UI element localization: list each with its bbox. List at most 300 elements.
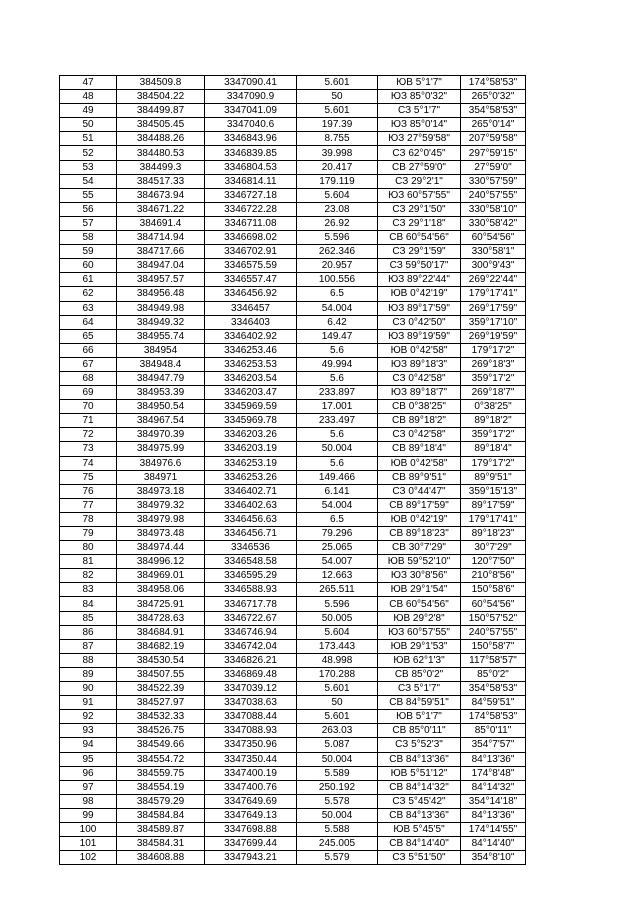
x-coordinate-cell: 384549.66 xyxy=(117,738,205,752)
distance-cell: 48.998 xyxy=(297,653,378,667)
x-coordinate-cell: 384480.53 xyxy=(117,146,205,160)
y-coordinate-cell: 3347400.76 xyxy=(205,780,297,794)
y-coordinate-cell: 3346203.19 xyxy=(205,442,297,456)
distance-cell: 5.6 xyxy=(297,371,378,385)
distance-cell: 5.6 xyxy=(297,456,378,470)
azimuth-cell: 330°58'10" xyxy=(461,202,526,216)
x-coordinate-cell: 384608.88 xyxy=(117,851,205,865)
y-coordinate-cell: 3347090.41 xyxy=(205,76,297,90)
y-coordinate-cell: 3347039.12 xyxy=(205,682,297,696)
azimuth-cell: 359°17'2" xyxy=(461,371,526,385)
distance-cell: 5.601 xyxy=(297,682,378,696)
y-coordinate-cell: 3345969.59 xyxy=(205,400,297,414)
point-number-cell: 51 xyxy=(60,132,117,146)
rhumb-cell: ЮВ 59°52'10" xyxy=(378,555,461,569)
y-coordinate-cell: 3346595.29 xyxy=(205,569,297,583)
y-coordinate-cell: 3347038.63 xyxy=(205,696,297,710)
x-coordinate-cell: 384979.98 xyxy=(117,512,205,526)
y-coordinate-cell: 3346402.63 xyxy=(205,498,297,512)
azimuth-cell: 120°7'50" xyxy=(461,555,526,569)
distance-cell: 49.994 xyxy=(297,357,378,371)
x-coordinate-cell: 384728.63 xyxy=(117,611,205,625)
rhumb-cell: СВ 27°59'0" xyxy=(378,160,461,174)
point-number-cell: 71 xyxy=(60,414,117,428)
x-coordinate-cell: 384725.91 xyxy=(117,597,205,611)
x-coordinate-cell: 384954 xyxy=(117,343,205,357)
table-row xyxy=(60,231,526,245)
point-number-cell: 81 xyxy=(60,555,117,569)
rhumb-cell: ЮВ 0°42'19" xyxy=(378,287,461,301)
table-row xyxy=(60,188,526,202)
y-coordinate-cell: 3347699.44 xyxy=(205,837,297,851)
table-row xyxy=(60,639,526,653)
distance-cell: 100.556 xyxy=(297,273,378,287)
distance-cell: 50.004 xyxy=(297,442,378,456)
x-coordinate-cell: 384973.18 xyxy=(117,484,205,498)
table-row xyxy=(60,724,526,738)
distance-cell: 8.755 xyxy=(297,132,378,146)
distance-cell: 54.004 xyxy=(297,498,378,512)
table-row xyxy=(60,174,526,188)
rhumb-cell: ЮЗ 89°17'59" xyxy=(378,301,461,315)
x-coordinate-cell: 384532.33 xyxy=(117,710,205,724)
distance-cell: 5.604 xyxy=(297,625,378,639)
point-number-cell: 94 xyxy=(60,738,117,752)
rhumb-cell: ЮЗ 89°19'59" xyxy=(378,329,461,343)
x-coordinate-cell: 384717.66 xyxy=(117,245,205,259)
x-coordinate-cell: 384682.19 xyxy=(117,639,205,653)
x-coordinate-cell: 384975.99 xyxy=(117,442,205,456)
rhumb-cell: ЮВ 5°1'7" xyxy=(378,710,461,724)
point-number-cell: 63 xyxy=(60,301,117,315)
azimuth-cell: 265°0'32" xyxy=(461,90,526,104)
point-number-cell: 59 xyxy=(60,245,117,259)
x-coordinate-cell: 384499.3 xyxy=(117,160,205,174)
x-coordinate-cell: 384504.22 xyxy=(117,90,205,104)
rhumb-cell: ЮЗ 89°18'3" xyxy=(378,357,461,371)
point-number-cell: 56 xyxy=(60,202,117,216)
rhumb-cell: ЮЗ 89°22'44" xyxy=(378,273,461,287)
point-number-cell: 55 xyxy=(60,188,117,202)
distance-cell: 50 xyxy=(297,90,378,104)
azimuth-cell: 89°9'51" xyxy=(461,470,526,484)
azimuth-cell: 174°8'48" xyxy=(461,766,526,780)
rhumb-cell: ЮВ 29°2'8" xyxy=(378,611,461,625)
distance-cell: 50 xyxy=(297,696,378,710)
y-coordinate-cell: 3346203.54 xyxy=(205,371,297,385)
y-coordinate-cell: 3346575.59 xyxy=(205,259,297,273)
rhumb-cell: СЗ 59°50'17" xyxy=(378,259,461,273)
distance-cell: 79.296 xyxy=(297,527,378,541)
x-coordinate-cell: 384953.39 xyxy=(117,386,205,400)
y-coordinate-cell: 3346869.48 xyxy=(205,667,297,681)
azimuth-cell: 179°17'41" xyxy=(461,287,526,301)
azimuth-cell: 89°18'4" xyxy=(461,442,526,456)
rhumb-cell: СЗ 5°45'42" xyxy=(378,794,461,808)
azimuth-cell: 84°14'40" xyxy=(461,837,526,851)
x-coordinate-cell: 384671.22 xyxy=(117,202,205,216)
y-coordinate-cell: 3346203.26 xyxy=(205,428,297,442)
point-number-cell: 73 xyxy=(60,442,117,456)
azimuth-cell: 330°58'42" xyxy=(461,216,526,230)
point-number-cell: 54 xyxy=(60,174,117,188)
table-row xyxy=(60,146,526,160)
distance-cell: 173.443 xyxy=(297,639,378,653)
azimuth-cell: 359°15'13" xyxy=(461,484,526,498)
point-number-cell: 102 xyxy=(60,851,117,865)
x-coordinate-cell: 384976.6 xyxy=(117,456,205,470)
x-coordinate-cell: 384499.87 xyxy=(117,104,205,118)
y-coordinate-cell: 3346742.04 xyxy=(205,639,297,653)
rhumb-cell: СЗ 29°1'18" xyxy=(378,216,461,230)
x-coordinate-cell: 384579.29 xyxy=(117,794,205,808)
table-row xyxy=(60,512,526,526)
table-row xyxy=(60,386,526,400)
table-row xyxy=(60,738,526,752)
azimuth-cell: 269°17'59" xyxy=(461,301,526,315)
rhumb-cell: ЮВ 0°42'19" xyxy=(378,512,461,526)
rhumb-cell: СВ 84°13'36" xyxy=(378,752,461,766)
y-coordinate-cell: 3346456.92 xyxy=(205,287,297,301)
y-coordinate-cell: 3346253.26 xyxy=(205,470,297,484)
azimuth-cell: 30°7'29" xyxy=(461,541,526,555)
azimuth-cell: 265°0'14" xyxy=(461,118,526,132)
azimuth-cell: 174°14'55" xyxy=(461,822,526,836)
y-coordinate-cell: 3347649.13 xyxy=(205,808,297,822)
rhumb-cell: СВ 84°59'51" xyxy=(378,696,461,710)
rhumb-cell: СВ 60°54'56" xyxy=(378,597,461,611)
table-row xyxy=(60,808,526,822)
point-number-cell: 49 xyxy=(60,104,117,118)
point-number-cell: 83 xyxy=(60,583,117,597)
y-coordinate-cell: 3346536 xyxy=(205,541,297,555)
rhumb-cell: ЮВ 0°42'58" xyxy=(378,456,461,470)
distance-cell: 12.663 xyxy=(297,569,378,583)
point-number-cell: 97 xyxy=(60,780,117,794)
y-coordinate-cell: 3346402.71 xyxy=(205,484,297,498)
azimuth-cell: 359°17'2" xyxy=(461,428,526,442)
y-coordinate-cell: 3346722.67 xyxy=(205,611,297,625)
point-number-cell: 91 xyxy=(60,696,117,710)
y-coordinate-cell: 3346557.47 xyxy=(205,273,297,287)
distance-cell: 5.596 xyxy=(297,231,378,245)
table-row xyxy=(60,780,526,794)
distance-cell: 5.601 xyxy=(297,710,378,724)
azimuth-cell: 27°59'0" xyxy=(461,160,526,174)
rhumb-cell: ЮЗ 85°0'32" xyxy=(378,90,461,104)
x-coordinate-cell: 384955.74 xyxy=(117,329,205,343)
distance-cell: 26.92 xyxy=(297,216,378,230)
y-coordinate-cell: 3347350.96 xyxy=(205,738,297,752)
table-row xyxy=(60,682,526,696)
distance-cell: 5.601 xyxy=(297,104,378,118)
rhumb-cell: СЗ 5°1'7" xyxy=(378,682,461,696)
distance-cell: 179.119 xyxy=(297,174,378,188)
distance-cell: 149.47 xyxy=(297,329,378,343)
x-coordinate-cell: 384967.54 xyxy=(117,414,205,428)
coordinates-table-body xyxy=(60,76,526,865)
y-coordinate-cell: 3346456.63 xyxy=(205,512,297,526)
y-coordinate-cell: 3346457 xyxy=(205,301,297,315)
table-row xyxy=(60,794,526,808)
azimuth-cell: 359°17'10" xyxy=(461,315,526,329)
rhumb-cell: СВ 0°38'25" xyxy=(378,400,461,414)
table-row xyxy=(60,527,526,541)
point-number-cell: 93 xyxy=(60,724,117,738)
rhumb-cell: ЮЗ 85°0'14" xyxy=(378,118,461,132)
rhumb-cell: ЮВ 29°1'54" xyxy=(378,583,461,597)
y-coordinate-cell: 3347090.9 xyxy=(205,90,297,104)
point-number-cell: 79 xyxy=(60,527,117,541)
table-row xyxy=(60,456,526,470)
table-row xyxy=(60,132,526,146)
point-number-cell: 48 xyxy=(60,90,117,104)
x-coordinate-cell: 384958.06 xyxy=(117,583,205,597)
azimuth-cell: 89°18'23" xyxy=(461,527,526,541)
azimuth-cell: 174°58'53" xyxy=(461,710,526,724)
x-coordinate-cell: 384949.32 xyxy=(117,315,205,329)
x-coordinate-cell: 384517.33 xyxy=(117,174,205,188)
y-coordinate-cell: 3347088.44 xyxy=(205,710,297,724)
rhumb-cell: СЗ 5°51'50" xyxy=(378,851,461,865)
table-row xyxy=(60,611,526,625)
x-coordinate-cell: 384488.26 xyxy=(117,132,205,146)
point-number-cell: 66 xyxy=(60,343,117,357)
azimuth-cell: 297°59'15" xyxy=(461,146,526,160)
azimuth-cell: 60°54'56" xyxy=(461,231,526,245)
rhumb-cell: СВ 89°18'4" xyxy=(378,442,461,456)
table-row xyxy=(60,851,526,865)
point-number-cell: 50 xyxy=(60,118,117,132)
table-row xyxy=(60,583,526,597)
distance-cell: 245.005 xyxy=(297,837,378,851)
point-number-cell: 65 xyxy=(60,329,117,343)
azimuth-cell: 269°22'44" xyxy=(461,273,526,287)
azimuth-cell: 60°54'56" xyxy=(461,597,526,611)
distance-cell: 6.141 xyxy=(297,484,378,498)
point-number-cell: 60 xyxy=(60,259,117,273)
azimuth-cell: 85°0'2" xyxy=(461,667,526,681)
rhumb-cell: СВ 89°17'59" xyxy=(378,498,461,512)
table-row xyxy=(60,301,526,315)
table-row xyxy=(60,90,526,104)
point-number-cell: 68 xyxy=(60,371,117,385)
rhumb-cell: СВ 89°18'2" xyxy=(378,414,461,428)
rhumb-cell: СЗ 29°1'59" xyxy=(378,245,461,259)
azimuth-cell: 354°7'57" xyxy=(461,738,526,752)
rhumb-cell: СЗ 29°1'50" xyxy=(378,202,461,216)
x-coordinate-cell: 384509.8 xyxy=(117,76,205,90)
point-number-cell: 100 xyxy=(60,822,117,836)
distance-cell: 5.601 xyxy=(297,76,378,90)
rhumb-cell: СЗ 29°2'1" xyxy=(378,174,461,188)
rhumb-cell: ЮВ 5°1'7" xyxy=(378,76,461,90)
point-number-cell: 64 xyxy=(60,315,117,329)
point-number-cell: 72 xyxy=(60,428,117,442)
point-number-cell: 99 xyxy=(60,808,117,822)
table-row xyxy=(60,329,526,343)
distance-cell: 197.39 xyxy=(297,118,378,132)
distance-cell: 54.004 xyxy=(297,301,378,315)
x-coordinate-cell: 384530.54 xyxy=(117,653,205,667)
azimuth-cell: 179°17'41" xyxy=(461,512,526,526)
distance-cell: 149.466 xyxy=(297,470,378,484)
table-row xyxy=(60,414,526,428)
rhumb-cell: СВ 84°14'40" xyxy=(378,837,461,851)
table-row xyxy=(60,343,526,357)
y-coordinate-cell: 3346717.78 xyxy=(205,597,297,611)
y-coordinate-cell: 3347088.93 xyxy=(205,724,297,738)
y-coordinate-cell: 3345969.78 xyxy=(205,414,297,428)
rhumb-cell: ЮЗ 60°57'55" xyxy=(378,188,461,202)
azimuth-cell: 150°58'6" xyxy=(461,583,526,597)
point-number-cell: 78 xyxy=(60,512,117,526)
point-number-cell: 74 xyxy=(60,456,117,470)
y-coordinate-cell: 3347649.69 xyxy=(205,794,297,808)
table-row xyxy=(60,357,526,371)
point-number-cell: 96 xyxy=(60,766,117,780)
azimuth-cell: 269°19'59" xyxy=(461,329,526,343)
y-coordinate-cell: 3346746.94 xyxy=(205,625,297,639)
rhumb-cell: СЗ 0°44'47" xyxy=(378,484,461,498)
distance-cell: 20.957 xyxy=(297,259,378,273)
y-coordinate-cell: 3346722.28 xyxy=(205,202,297,216)
rhumb-cell: СЗ 0°42'58" xyxy=(378,428,461,442)
point-number-cell: 87 xyxy=(60,639,117,653)
rhumb-cell: СВ 85°0'2" xyxy=(378,667,461,681)
point-number-cell: 84 xyxy=(60,597,117,611)
x-coordinate-cell: 384949.98 xyxy=(117,301,205,315)
point-number-cell: 70 xyxy=(60,400,117,414)
coordinates-table xyxy=(59,75,526,865)
rhumb-cell: ЮВ 29°1'53" xyxy=(378,639,461,653)
x-coordinate-cell: 384950.54 xyxy=(117,400,205,414)
x-coordinate-cell: 384527.97 xyxy=(117,696,205,710)
y-coordinate-cell: 3346253.19 xyxy=(205,456,297,470)
distance-cell: 20.417 xyxy=(297,160,378,174)
rhumb-cell: ЮЗ 60°57'55" xyxy=(378,625,461,639)
point-number-cell: 67 xyxy=(60,357,117,371)
azimuth-cell: 300°9'43" xyxy=(461,259,526,273)
distance-cell: 250.192 xyxy=(297,780,378,794)
azimuth-cell: 89°18'2" xyxy=(461,414,526,428)
x-coordinate-cell: 384554.19 xyxy=(117,780,205,794)
azimuth-cell: 84°13'36" xyxy=(461,808,526,822)
x-coordinate-cell: 384947.79 xyxy=(117,371,205,385)
table-row xyxy=(60,160,526,174)
azimuth-cell: 210°8'56" xyxy=(461,569,526,583)
point-number-cell: 90 xyxy=(60,682,117,696)
point-number-cell: 75 xyxy=(60,470,117,484)
distance-cell: 6.5 xyxy=(297,287,378,301)
distance-cell: 5.589 xyxy=(297,766,378,780)
y-coordinate-cell: 3346253.53 xyxy=(205,357,297,371)
point-number-cell: 52 xyxy=(60,146,117,160)
table-row xyxy=(60,710,526,724)
x-coordinate-cell: 384691.4 xyxy=(117,216,205,230)
y-coordinate-cell: 3346727.18 xyxy=(205,188,297,202)
point-number-cell: 76 xyxy=(60,484,117,498)
distance-cell: 233.897 xyxy=(297,386,378,400)
x-coordinate-cell: 384979.32 xyxy=(117,498,205,512)
y-coordinate-cell: 3347698.88 xyxy=(205,822,297,836)
table-row xyxy=(60,555,526,569)
table-row xyxy=(60,315,526,329)
point-number-cell: 95 xyxy=(60,752,117,766)
point-number-cell: 62 xyxy=(60,287,117,301)
x-coordinate-cell: 384970.39 xyxy=(117,428,205,442)
y-coordinate-cell: 3346702.91 xyxy=(205,245,297,259)
azimuth-cell: 0°38'25" xyxy=(461,400,526,414)
rhumb-cell: ЮЗ 89°18'7" xyxy=(378,386,461,400)
distance-cell: 5.604 xyxy=(297,188,378,202)
x-coordinate-cell: 384947.04 xyxy=(117,259,205,273)
azimuth-cell: 354°8'10" xyxy=(461,851,526,865)
point-number-cell: 53 xyxy=(60,160,117,174)
table-row xyxy=(60,76,526,90)
table-row xyxy=(60,822,526,836)
distance-cell: 265.511 xyxy=(297,583,378,597)
point-number-cell: 77 xyxy=(60,498,117,512)
distance-cell: 5.588 xyxy=(297,822,378,836)
azimuth-cell: 354°58'53" xyxy=(461,682,526,696)
azimuth-cell: 84°59'51" xyxy=(461,696,526,710)
y-coordinate-cell: 3346403 xyxy=(205,315,297,329)
point-number-cell: 86 xyxy=(60,625,117,639)
y-coordinate-cell: 3347040.6 xyxy=(205,118,297,132)
table-row xyxy=(60,696,526,710)
azimuth-cell: 84°13'36" xyxy=(461,752,526,766)
table-row xyxy=(60,569,526,583)
x-coordinate-cell: 384996.12 xyxy=(117,555,205,569)
rhumb-cell: СВ 84°13'36" xyxy=(378,808,461,822)
x-coordinate-cell: 384974.44 xyxy=(117,541,205,555)
point-number-cell: 88 xyxy=(60,653,117,667)
azimuth-cell: 150°57'52" xyxy=(461,611,526,625)
table-row xyxy=(60,766,526,780)
table-row xyxy=(60,428,526,442)
azimuth-cell: 117°58'57" xyxy=(461,653,526,667)
rhumb-cell: ЮЗ 30°8'56" xyxy=(378,569,461,583)
rhumb-cell: СВ 84°14'32" xyxy=(378,780,461,794)
y-coordinate-cell: 3346456.71 xyxy=(205,527,297,541)
distance-cell: 233.497 xyxy=(297,414,378,428)
y-coordinate-cell: 3346402.92 xyxy=(205,329,297,343)
x-coordinate-cell: 384589.87 xyxy=(117,822,205,836)
distance-cell: 5.6 xyxy=(297,428,378,442)
point-number-cell: 80 xyxy=(60,541,117,555)
y-coordinate-cell: 3346839.85 xyxy=(205,146,297,160)
y-coordinate-cell: 3346711.08 xyxy=(205,216,297,230)
distance-cell: 5.087 xyxy=(297,738,378,752)
point-number-cell: 98 xyxy=(60,794,117,808)
rhumb-cell: ЮВ 62°1'3" xyxy=(378,653,461,667)
distance-cell: 50.005 xyxy=(297,611,378,625)
table-row xyxy=(60,597,526,611)
table-row xyxy=(60,371,526,385)
table-row xyxy=(60,653,526,667)
table-row xyxy=(60,484,526,498)
y-coordinate-cell: 3347350.44 xyxy=(205,752,297,766)
azimuth-cell: 179°17'2" xyxy=(461,456,526,470)
y-coordinate-cell: 3346548.58 xyxy=(205,555,297,569)
y-coordinate-cell: 3346588.93 xyxy=(205,583,297,597)
y-coordinate-cell: 3346814.11 xyxy=(205,174,297,188)
point-number-cell: 85 xyxy=(60,611,117,625)
x-coordinate-cell: 384969.01 xyxy=(117,569,205,583)
table-row xyxy=(60,752,526,766)
x-coordinate-cell: 384714.94 xyxy=(117,231,205,245)
